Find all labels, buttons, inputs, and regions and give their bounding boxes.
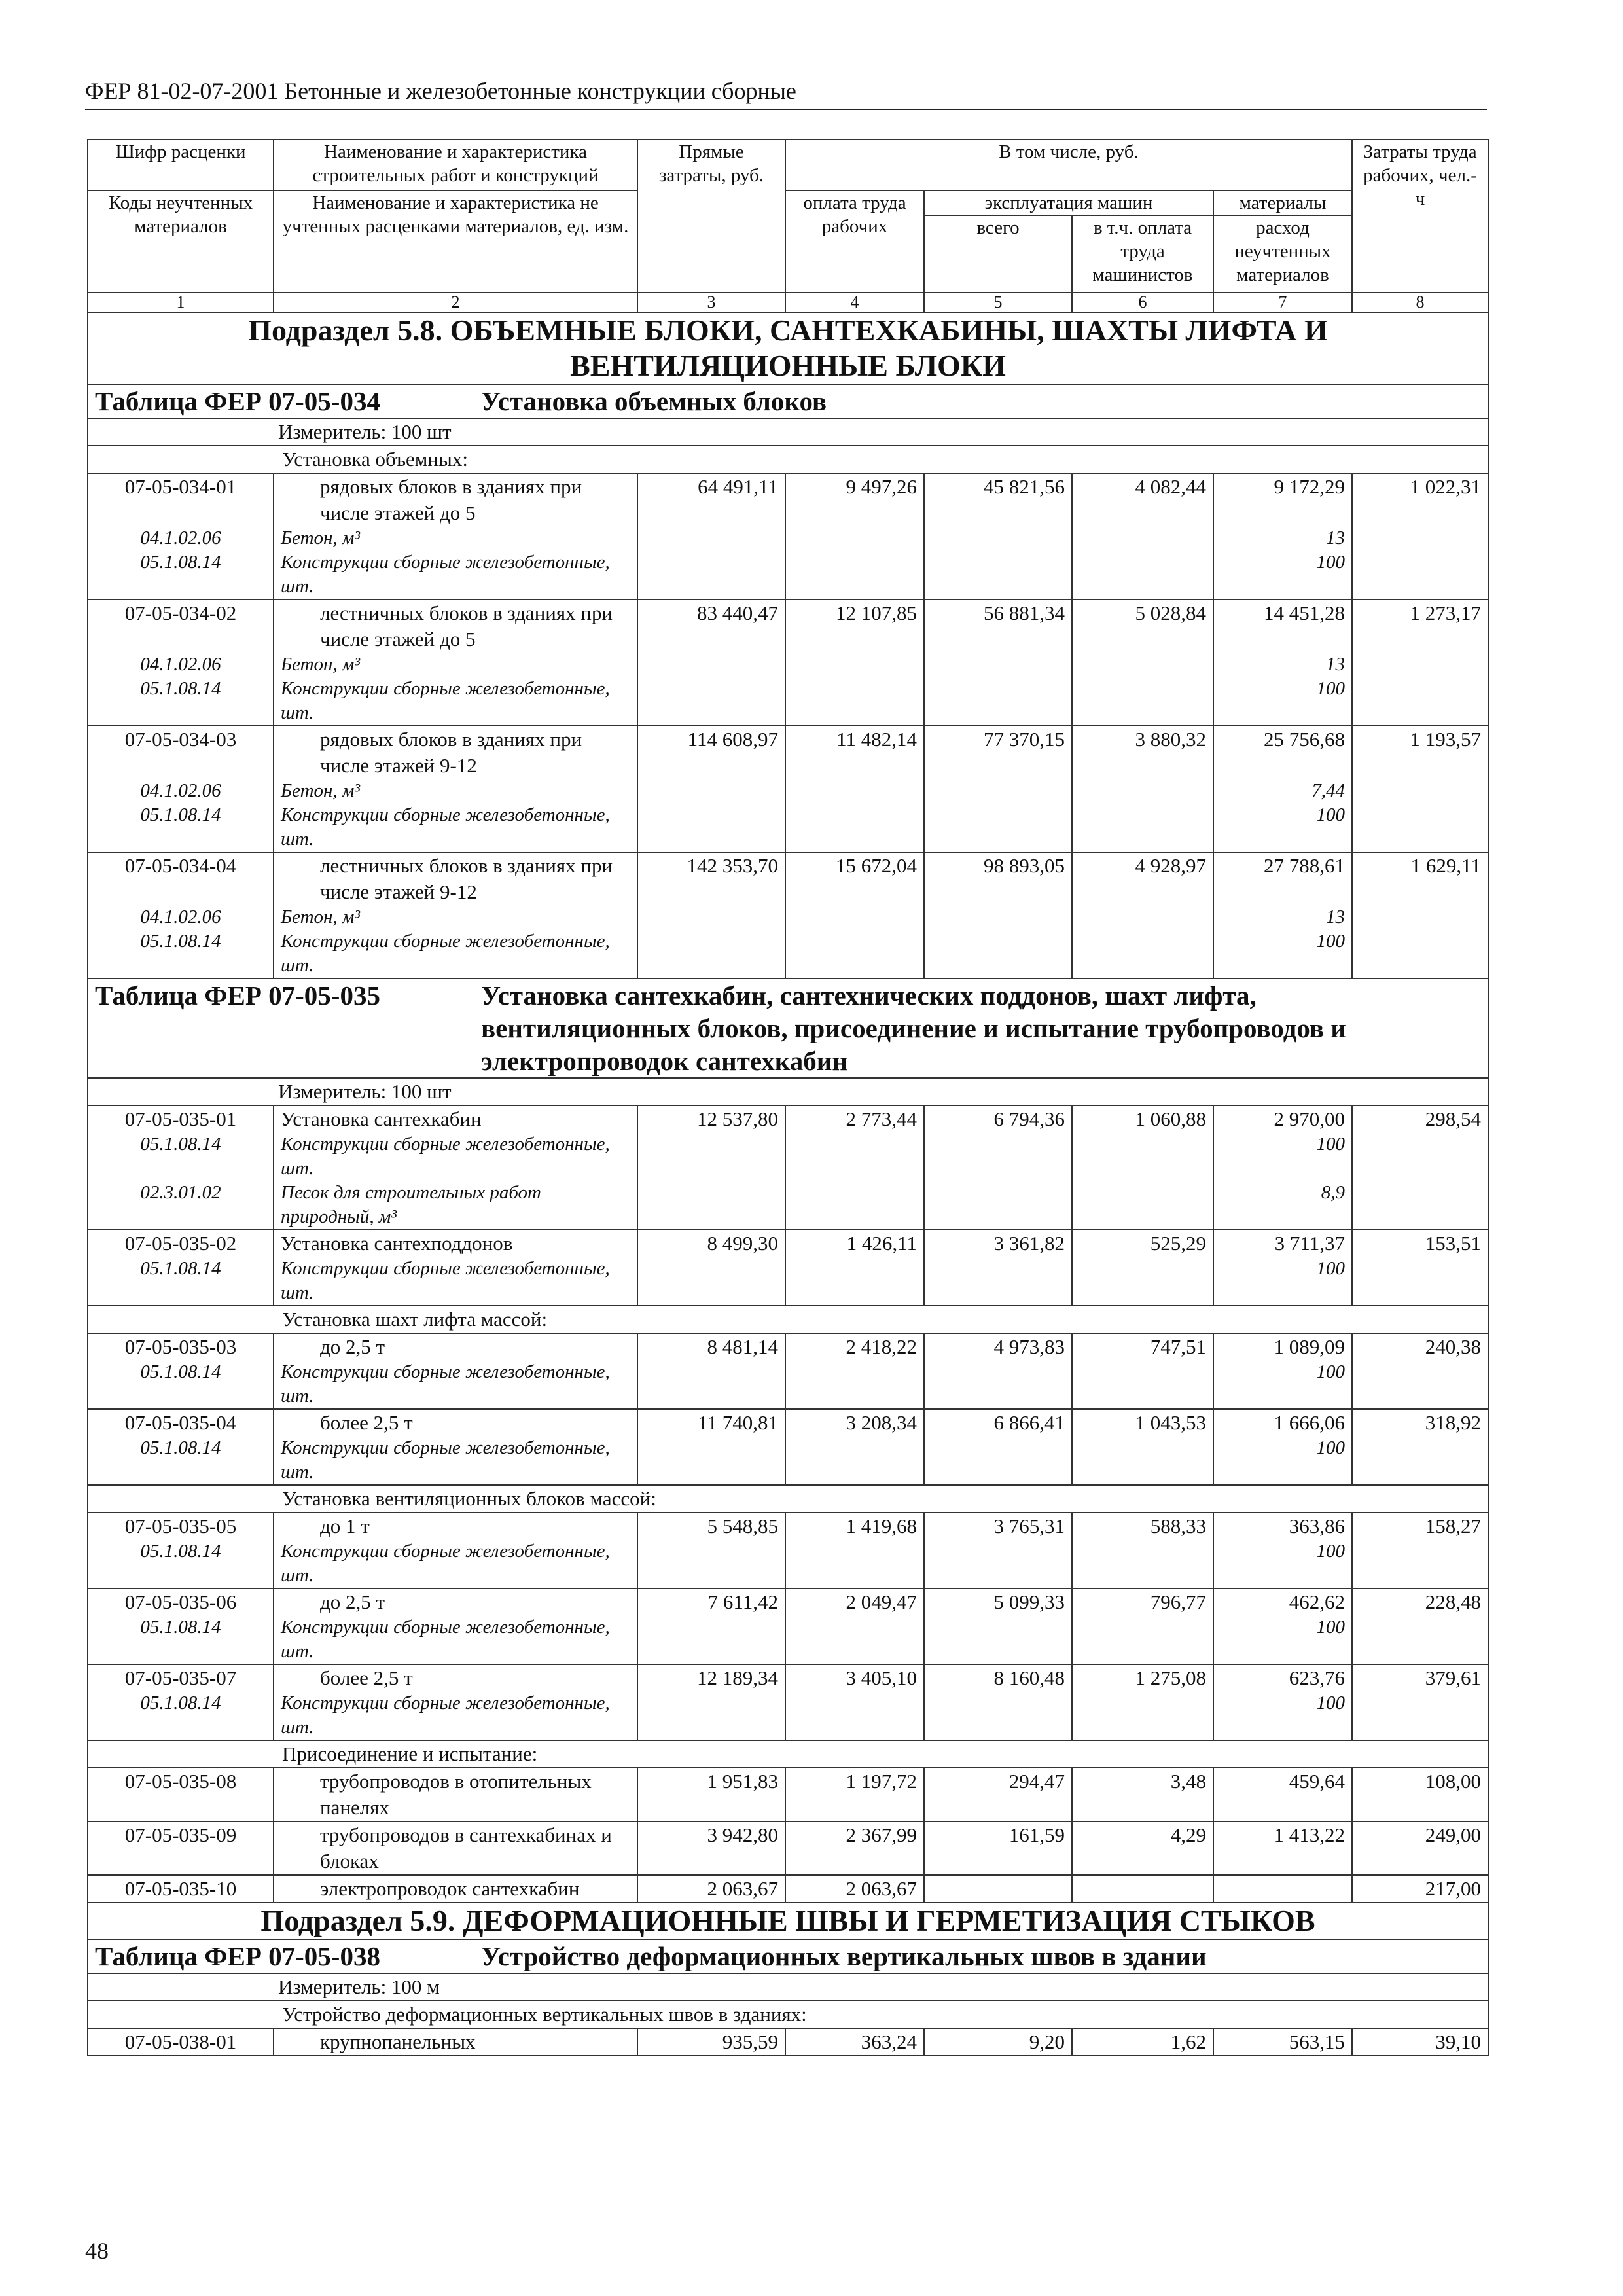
- col-num: 2: [274, 293, 637, 312]
- col-num: 7: [1213, 293, 1352, 312]
- machinists-wages: 588,33: [1072, 1513, 1213, 1588]
- material-code: 05.1.08.14: [140, 552, 221, 573]
- table-row: [88, 852, 1488, 978]
- rate-code: 07-05-035-09: [88, 1821, 274, 1875]
- rate-code: 07-05-035-07: [124, 1666, 237, 1689]
- material-name: Конструкции сборные железобетонные, шт.: [281, 1693, 610, 1738]
- table-number: Таблица ФЕР 07-05-034: [95, 386, 380, 416]
- rate-code: 07-05-035-04: [124, 1411, 237, 1434]
- material-code: 05.1.08.14: [140, 931, 221, 952]
- material-qty: 13: [1326, 528, 1345, 548]
- header-row: [88, 139, 1488, 190]
- material-qty: 100: [1316, 804, 1345, 825]
- col-num: 1: [88, 293, 274, 312]
- machines-total: [924, 1875, 1072, 1903]
- machinists-wages: 3 880,32: [1072, 726, 1213, 852]
- labor: 153,51: [1352, 1230, 1488, 1306]
- machines-total: 3 361,82: [924, 1230, 1072, 1306]
- material-qty: 100: [1316, 1617, 1345, 1638]
- wages: 2 367,99: [785, 1821, 924, 1875]
- group-label: Установка вентиляционных блоков массой:: [88, 1485, 1488, 1513]
- labor: 108,00: [1352, 1768, 1488, 1821]
- col-wages-header: оплата труда рабочих: [785, 190, 924, 293]
- measure-row: [88, 1973, 1488, 2001]
- material-code: 04.1.02.06: [140, 654, 221, 675]
- table-number: Таблица ФЕР 07-05-035: [95, 980, 380, 1011]
- labor: 1 273,17: [1352, 600, 1488, 726]
- material-name: Конструкции сборные железобетонные, шт.: [281, 1134, 610, 1179]
- running-title: ФЕР 81-02-07-2001 Бетонные и железобетонные конструкции сборные: [85, 77, 1487, 110]
- material-qty: 7,44: [1311, 780, 1345, 801]
- material-qty: 8,9: [1321, 1182, 1345, 1203]
- table-title: Устройство деформационных вертикальных швов в здании: [481, 1941, 1207, 1971]
- materials-cost: 9 172,29: [1274, 475, 1345, 498]
- rates-table: [87, 139, 1489, 2056]
- materials-cost: 25 756,68: [1264, 728, 1345, 751]
- material-name: Конструкции сборные железобетонные, шт.: [281, 678, 610, 723]
- materials-cost: 1 089,09: [1274, 1335, 1345, 1358]
- table-row: [88, 1333, 1488, 1409]
- page: [85, 65, 1487, 110]
- table-row: [88, 1513, 1488, 1588]
- wages: 15 672,04: [785, 852, 924, 978]
- wages: 11 482,14: [785, 726, 924, 852]
- measure-row: [88, 418, 1488, 446]
- rate-name: трубопроводов в сантехкабинах и блоках: [320, 1823, 612, 1873]
- table-title-row: [88, 384, 1488, 418]
- machines-total: 9,20: [924, 2028, 1072, 2056]
- group-label: Присоединение и испытание:: [88, 1740, 1488, 1768]
- table-title-row: [88, 1939, 1488, 1973]
- table-row: [88, 1230, 1488, 1306]
- machinists-wages: 796,77: [1072, 1588, 1213, 1664]
- col-machines-header: эксплуатация машин: [924, 190, 1213, 215]
- direct-cost: 2 063,67: [637, 1875, 785, 1903]
- material-code: 02.3.01.02: [140, 1182, 221, 1203]
- machines-total: 77 370,15: [924, 726, 1072, 852]
- wages: 1 426,11: [785, 1230, 924, 1306]
- material-code: 05.1.08.14: [140, 804, 221, 825]
- group-row: [88, 446, 1488, 473]
- materials-cost: 2 970,00: [1274, 1107, 1345, 1130]
- wages: 2 049,47: [785, 1588, 924, 1664]
- material-qty: 13: [1326, 906, 1345, 927]
- direct-cost: 8 481,14: [637, 1333, 785, 1409]
- direct-cost: 935,59: [637, 2028, 785, 2056]
- labor: 379,61: [1352, 1664, 1488, 1740]
- wages: 3 405,10: [785, 1664, 924, 1740]
- direct-cost: 114 608,97: [637, 726, 785, 852]
- table-row: [88, 1588, 1488, 1664]
- rate-code: 07-05-034-03: [124, 728, 237, 751]
- col-code-header: Шифр расценки: [88, 139, 274, 190]
- materials-cost: 563,15: [1213, 2028, 1352, 2056]
- col-machinists-header: в т.ч. оплата труда машинистов: [1072, 215, 1213, 293]
- measure: Измеритель: 100 шт: [88, 1078, 1488, 1105]
- material-code: 05.1.08.14: [140, 1258, 221, 1279]
- material-name: Бетон, м³: [281, 654, 361, 675]
- machines-total: 294,47: [924, 1768, 1072, 1821]
- col-codes-header: Коды неучтенных материалов: [88, 190, 274, 293]
- measure: Измеритель: 100 м: [88, 1973, 1488, 2001]
- rate-name: более 2,5 т: [320, 1411, 413, 1434]
- labor: 318,92: [1352, 1409, 1488, 1485]
- machines-total: 8 160,48: [924, 1664, 1072, 1740]
- material-qty: 13: [1326, 654, 1345, 675]
- rate-name: Установка сантехподдонов: [281, 1232, 513, 1255]
- section-title: Подраздел 5.9. ДЕФОРМАЦИОННЫЕ ШВЫ И ГЕРМЕТИЗАЦИЯ СТЫКОВ: [88, 1903, 1488, 1939]
- materials-cost: 1 666,06: [1274, 1411, 1345, 1434]
- direct-cost: 64 491,11: [637, 473, 785, 600]
- table-title-row: [88, 978, 1488, 1078]
- col-name-header: Наименование и характеристика строительных работ и конструкций: [274, 139, 637, 190]
- machinists-wages: 4 082,44: [1072, 473, 1213, 600]
- table-title: Установка объемных блоков: [481, 386, 827, 416]
- material-code: 05.1.08.14: [140, 1437, 221, 1458]
- col-labor-header: Затраты труда рабочих, чел.-ч: [1352, 139, 1488, 293]
- machinists-wages: 1,62: [1072, 2028, 1213, 2056]
- section-row: [88, 1903, 1488, 1939]
- rate-code: 07-05-035-08: [88, 1768, 274, 1821]
- direct-cost: 7 611,42: [637, 1588, 785, 1664]
- material-name: Конструкции сборные железобетонные, шт.: [281, 552, 610, 597]
- wages: 2 063,67: [785, 1875, 924, 1903]
- material-code: 05.1.08.14: [140, 1617, 221, 1638]
- rate-code: 07-05-035-03: [124, 1335, 237, 1358]
- machinists-wages: [1072, 1875, 1213, 1903]
- material-qty: 100: [1316, 1134, 1345, 1155]
- materials-cost: 1 413,22: [1213, 1821, 1352, 1875]
- section-row: [88, 312, 1488, 384]
- table-row: [88, 1409, 1488, 1485]
- machinists-wages: 3,48: [1072, 1768, 1213, 1821]
- rate-code: 07-05-034-01: [124, 475, 237, 498]
- labor: 1 022,31: [1352, 473, 1488, 600]
- rate-code: 07-05-034-02: [124, 601, 237, 624]
- table-title: Установка сантехкабин, сантехнических поддонов, шахт лифта, вентиляционных блоков, присоединение и испытание трубопроводов и электропроводок сантехкабин: [481, 980, 1346, 1076]
- rate-name: до 2,5 т: [320, 1590, 385, 1613]
- table-row: [88, 1875, 1488, 1903]
- table-row: [88, 600, 1488, 726]
- table-row: [88, 473, 1488, 600]
- machinists-wages: 525,29: [1072, 1230, 1213, 1306]
- materials-cost: 3 711,37: [1274, 1232, 1345, 1255]
- group-label: Устройство деформационных вертикальных швов в зданиях:: [88, 2001, 1488, 2028]
- materials-cost: 14 451,28: [1264, 601, 1345, 624]
- material-name: Конструкции сборные железобетонные, шт.: [281, 1617, 610, 1662]
- materials-cost: 462,62: [1289, 1590, 1345, 1613]
- rate-name: до 2,5 т: [320, 1335, 385, 1358]
- material-qty: 100: [1316, 1693, 1345, 1713]
- machinists-wages: 1 043,53: [1072, 1409, 1213, 1485]
- rate-code: 07-05-035-06: [124, 1590, 237, 1613]
- col-num: 5: [924, 293, 1072, 312]
- rate-code: 07-05-035-10: [88, 1875, 274, 1903]
- rate-name: крупнопанельных: [320, 2030, 476, 2053]
- material-name: Конструкции сборные железобетонные, шт.: [281, 931, 610, 976]
- labor: 158,27: [1352, 1513, 1488, 1588]
- column-numbers-row: [88, 293, 1488, 312]
- material-code: 04.1.02.06: [140, 906, 221, 927]
- materials-cost: 363,86: [1289, 1515, 1345, 1537]
- wages: 1 197,72: [785, 1768, 924, 1821]
- labor: 249,00: [1352, 1821, 1488, 1875]
- rate-code: 07-05-035-01: [124, 1107, 237, 1130]
- wages: 1 419,68: [785, 1513, 924, 1588]
- group-row: [88, 2001, 1488, 2028]
- material-name: Конструкции сборные железобетонные, шт.: [281, 804, 610, 850]
- material-code: 05.1.08.14: [140, 1361, 221, 1382]
- rate-name: до 1 т: [320, 1515, 370, 1537]
- machinists-wages: 747,51: [1072, 1333, 1213, 1409]
- col-materials-header: Наименование и характеристика не учтенных расценками материалов, ед. изм.: [274, 190, 637, 293]
- machinists-wages: 1 060,88: [1072, 1105, 1213, 1230]
- rate-name: Установка сантехкабин: [281, 1107, 482, 1130]
- material-name: Бетон, м³: [281, 906, 361, 927]
- material-name: Конструкции сборные железобетонные, шт.: [281, 1258, 610, 1303]
- rate-code: 07-05-035-02: [124, 1232, 237, 1255]
- material-qty: 100: [1316, 552, 1345, 573]
- machines-total: 161,59: [924, 1821, 1072, 1875]
- machines-total: 45 821,56: [924, 473, 1072, 600]
- direct-cost: 12 189,34: [637, 1664, 785, 1740]
- material-qty: 100: [1316, 1361, 1345, 1382]
- col-num: 4: [785, 293, 924, 312]
- table-row: [88, 726, 1488, 852]
- labor: 298,54: [1352, 1105, 1488, 1230]
- table-row: [88, 1105, 1488, 1230]
- wages: 363,24: [785, 2028, 924, 2056]
- material-name: Конструкции сборные железобетонные, шт.: [281, 1541, 610, 1586]
- rate-name: трубопроводов в отопительных панелях: [320, 1770, 592, 1819]
- direct-cost: 83 440,47: [637, 600, 785, 726]
- material-name: Песок для строительных работ природный, м³: [281, 1182, 541, 1227]
- machines-total: 98 893,05: [924, 852, 1072, 978]
- material-name: Конструкции сборные железобетонные, шт.: [281, 1437, 610, 1482]
- wages: 3 208,34: [785, 1409, 924, 1485]
- direct-cost: 11 740,81: [637, 1409, 785, 1485]
- machines-total: 6 866,41: [924, 1409, 1072, 1485]
- materials-cost: 459,64: [1213, 1768, 1352, 1821]
- table-row: [88, 2028, 1488, 2056]
- group-row: [88, 1740, 1488, 1768]
- machinists-wages: 4,29: [1072, 1821, 1213, 1875]
- labor: 240,38: [1352, 1333, 1488, 1409]
- table-row: [88, 1664, 1488, 1740]
- col-num: 3: [637, 293, 785, 312]
- rate-name: рядовых блоков в зданиях при числе этажей 9-12: [320, 728, 582, 777]
- table-row: [88, 1821, 1488, 1875]
- material-qty: 100: [1316, 1437, 1345, 1458]
- group-label: Установка объемных:: [88, 446, 1488, 473]
- rate-code: 07-05-035-05: [124, 1515, 237, 1537]
- direct-cost: 8 499,30: [637, 1230, 785, 1306]
- material-qty: 100: [1316, 1541, 1345, 1562]
- material-name: Конструкции сборные железобетонные, шт.: [281, 1361, 610, 1407]
- material-code: 05.1.08.14: [140, 1541, 221, 1562]
- rate-name: рядовых блоков в зданиях при числе этажей до 5: [320, 475, 582, 524]
- labor: 1 629,11: [1352, 852, 1488, 978]
- wages: 12 107,85: [785, 600, 924, 726]
- measure-row: [88, 1078, 1488, 1105]
- direct-cost: 3 942,80: [637, 1821, 785, 1875]
- page-number: 48: [85, 2238, 109, 2264]
- table-number: Таблица ФЕР 07-05-038: [95, 1941, 380, 1971]
- rate-name: более 2,5 т: [320, 1666, 413, 1689]
- group-label: Установка шахт лифта массой:: [88, 1306, 1488, 1333]
- machines-total: 4 973,83: [924, 1333, 1072, 1409]
- direct-cost: 1 951,83: [637, 1768, 785, 1821]
- rate-code: 07-05-038-01: [88, 2028, 274, 2056]
- machinists-wages: 5 028,84: [1072, 600, 1213, 726]
- labor: 228,48: [1352, 1588, 1488, 1664]
- measure: Измеритель: 100 шт: [88, 418, 1488, 446]
- machinists-wages: 4 928,97: [1072, 852, 1213, 978]
- material-code: 05.1.08.14: [140, 678, 221, 699]
- material-code: 05.1.08.14: [140, 1134, 221, 1155]
- materials-cost: 623,76: [1289, 1666, 1345, 1689]
- materials-cost: 27 788,61: [1264, 854, 1345, 877]
- material-code: 04.1.02.06: [140, 780, 221, 801]
- material-qty: 100: [1316, 678, 1345, 699]
- group-row: [88, 1485, 1488, 1513]
- col-including-header: В том числе, руб.: [785, 139, 1352, 190]
- wages: 2 418,22: [785, 1333, 924, 1409]
- rate-name: лестничных блоков в зданиях при числе этажей 9-12: [320, 854, 613, 903]
- machines-total: 56 881,34: [924, 600, 1072, 726]
- col-consumption-header: расход неучтенных материалов: [1213, 215, 1352, 293]
- wages: 9 497,26: [785, 473, 924, 600]
- materials-cost: [1213, 1875, 1352, 1903]
- material-name: Бетон, м³: [281, 528, 361, 548]
- material-name: Бетон, м³: [281, 780, 361, 801]
- machinists-wages: 1 275,08: [1072, 1664, 1213, 1740]
- material-code: 05.1.08.14: [140, 1693, 221, 1713]
- rate-name: электропроводок сантехкабин: [320, 1877, 580, 1900]
- labor: 217,00: [1352, 1875, 1488, 1903]
- group-row: [88, 1306, 1488, 1333]
- machines-total: 3 765,31: [924, 1513, 1072, 1588]
- rate-code: 07-05-034-04: [124, 854, 237, 877]
- labor: 39,10: [1352, 2028, 1488, 2056]
- col-mach-total-header: всего: [924, 215, 1072, 293]
- header-row: [88, 190, 1488, 215]
- machines-total: 6 794,36: [924, 1105, 1072, 1230]
- material-qty: 100: [1316, 931, 1345, 952]
- col-num: 6: [1072, 293, 1213, 312]
- wages: 2 773,44: [785, 1105, 924, 1230]
- col-num: 8: [1352, 293, 1488, 312]
- machines-total: 5 099,33: [924, 1588, 1072, 1664]
- direct-cost: 142 353,70: [637, 852, 785, 978]
- material-code: 04.1.02.06: [140, 528, 221, 548]
- section-title: Подраздел 5.8. ОБЪЕМНЫЕ БЛОКИ, САНТЕХКАБИНЫ, ШАХТЫ ЛИФТА И ВЕНТИЛЯЦИОННЫЕ БЛОКИ: [88, 312, 1488, 384]
- material-qty: 100: [1316, 1258, 1345, 1279]
- labor: 1 193,57: [1352, 726, 1488, 852]
- col-mat-header: материалы: [1213, 190, 1352, 215]
- table-row: [88, 1768, 1488, 1821]
- direct-cost: 12 537,80: [637, 1105, 785, 1230]
- col-direct-header: Прямые затраты, руб.: [637, 139, 785, 293]
- direct-cost: 5 548,85: [637, 1513, 785, 1588]
- rate-name: лестничных блоков в зданиях при числе этажей до 5: [320, 601, 613, 651]
